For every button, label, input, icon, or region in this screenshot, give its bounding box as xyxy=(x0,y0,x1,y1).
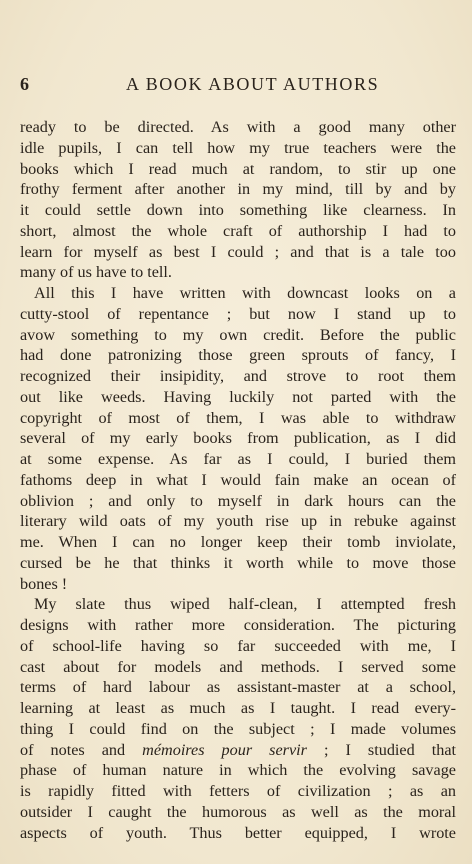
text-line: it could settle down into something like clearness. In xyxy=(20,201,456,219)
text-line: out like weeds. Having luckily not parted with the xyxy=(20,387,456,406)
paragraph-3 xyxy=(20,594,456,843)
text-line: me. When I can no longer keep their tomb inviolate, xyxy=(20,533,456,551)
text-line: copyright of most of them, I was able to withdraw xyxy=(20,408,456,427)
text-line: All this I have written with downcast looks on a xyxy=(34,284,456,302)
text-line: phase of human nature in which the evolving savage xyxy=(20,761,456,780)
text-line: avow something to my own credit. Before the public xyxy=(20,325,456,344)
text-line: My slate thus wiped half-clean, I attempted fresh xyxy=(34,595,456,614)
text-line: learn for myself as best I could ; and that is a tale too xyxy=(20,242,456,261)
text-line: books which I read much at random, to stir up one xyxy=(20,159,456,178)
text-line: many of us have to tell. xyxy=(20,263,172,282)
text-line: idle pupils, I can tell how my true teachers were the xyxy=(20,138,456,157)
text-line: cutty-stool of repentance ; but now I stand up to xyxy=(20,304,456,323)
text-line: learning at least as much as I taught. I read every- xyxy=(20,699,456,717)
text-line: cursed be he that thinks it worth while to move those xyxy=(20,553,456,572)
text-line: thing I could find on the subject ; I made volumes xyxy=(20,719,456,738)
text-line: had done patronizing those green sprouts of fancy, I xyxy=(20,346,456,365)
text-line: of school-life having so far succeeded with me, I xyxy=(20,636,456,655)
italic-phrase: mémoires pour servir xyxy=(142,740,307,759)
text-line: is rapidly fitted with fetters of civilization ; as an xyxy=(20,782,456,800)
text-line: oblivion ; and only to myself in dark hours can the xyxy=(20,491,456,510)
text-line: ready to be directed. As with a good many other xyxy=(20,118,456,136)
text-segment: ; I studied that xyxy=(306,740,457,759)
running-title: A BOOK ABOUT AUTHORS xyxy=(126,74,380,94)
text-line-with-italic xyxy=(20,740,456,761)
text-line: frothy ferment after another in my mind, till by and by xyxy=(20,180,456,199)
text-line: short, almost the whole craft of authorship I had to xyxy=(20,221,456,240)
text-segment: of notes and xyxy=(20,740,143,759)
text-line: designs with rather more consideration. The picturing xyxy=(20,616,456,634)
paragraph-1 xyxy=(20,117,456,283)
text-line: terms of hard labour as assistant-master at a school, xyxy=(20,678,456,697)
text-line: cast about for models and methods. I served some xyxy=(20,657,456,676)
paragraph-2 xyxy=(20,283,456,594)
text-line: recognized their insipidity, and strove to root them xyxy=(20,367,456,385)
text-line: several of my early books from publication, as I did xyxy=(20,429,456,448)
body-text xyxy=(20,117,456,843)
text-line: aspects of youth. Thus better equipped, I wrote xyxy=(20,823,456,842)
text-line: at some expense. As far as I could, I buried them xyxy=(20,450,456,468)
text-line: fathoms deep in what I would fain make an ocean of xyxy=(20,470,456,489)
text-line: bones ! xyxy=(20,574,68,593)
page-header xyxy=(20,74,462,96)
text-line: outsider I caught the humorous as well as the moral xyxy=(20,802,456,821)
text-line: literary wild oats of my youth rise up in rebuke against xyxy=(20,512,456,531)
page-number: 6 xyxy=(20,74,30,94)
